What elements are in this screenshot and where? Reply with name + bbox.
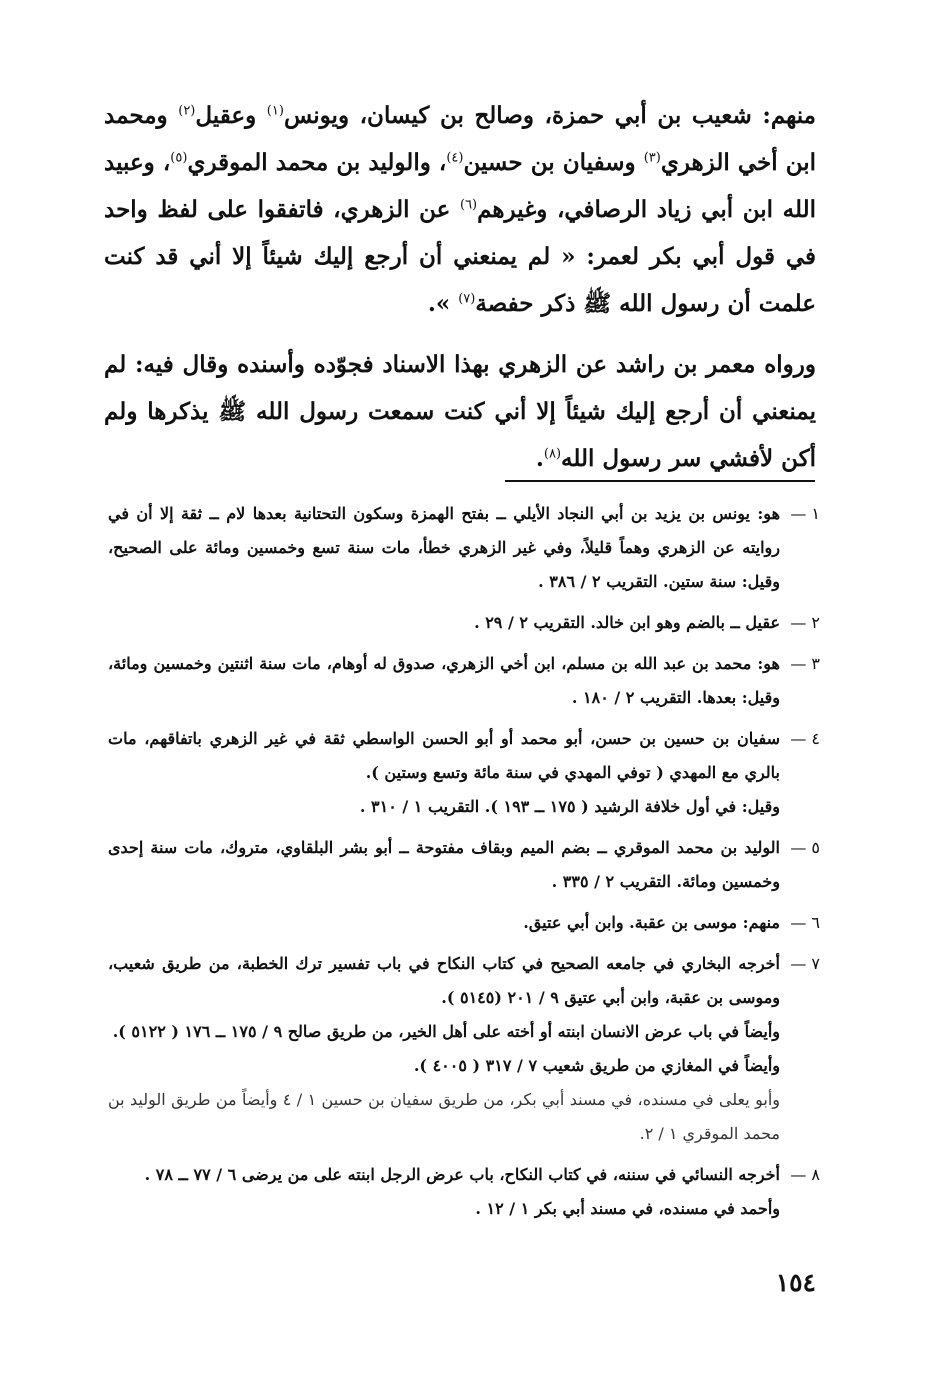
paragraph-mamar-narration [104,341,816,482]
footnote-ref: (٢) [178,103,196,119]
footnote-ref: (٦) [459,197,478,213]
footnote-number: ٢ — [790,613,820,632]
page-number: ١٥٤ [775,1268,816,1297]
footnote-1 [108,497,820,599]
text-run: عن الزهري، فاتفقوا على لفظ واحد في قول أبي بكر لعمر: « لم يمنعني أن أرجع إليك شيئاً إلا أني قد كنت علمت أن رسول الله ﷺ ذكر حفصة [104,196,816,317]
text-run: ومحمد ابن أخي الزهري [104,102,816,176]
paragraph-narrators [104,92,816,327]
footnote-ref: (١) [266,103,284,119]
footnote-text: وأيضاً في المغازي من طريق شعيب ٧ / ٣١٧ ( ٤٠٠٥ ). [413,1056,780,1075]
footnote-ref: (٨) [543,446,562,462]
text-run: ورواه معمر بن راشد عن الزهري بهذا الاسناد فجوّده وأسنده وقال فيه: لم يمنعني أن أرجع إليك شيئاً إلا أني كنت سمعت رسول الله ﷺ يذكرها ولم أكن لأفشي سر رسول الله [104,351,816,472]
footnote-text: أخرجه البخاري في جامعه الصحيح في كتاب النكاح في باب تفسير ترك الخطبة، من طريق شعيب، وموسى بن عقبة، وابن أبي عتيق ٩ / ٢٠١ (٥١٤٥ ). [108,954,780,1007]
footnote-number: ٧ — [790,954,820,973]
text-run: وعقيل [195,102,267,129]
footnote-text-added: وأبو يعلى في مسنده، في مسند أبي بكر، من طريق سفيان بن حسين ١ / ٤ وأيضاً من طريق الوليد بن محمد الموقري ١ / ٢. [108,1090,781,1143]
text-run: منهم: شعيب بن أبي حمزة، وصالح بن كيسان، ويونس [283,102,816,129]
footnote-number: ٥ — [790,838,820,857]
footnote-ref: (٥) [170,150,188,166]
footnote-number: ٣ — [790,654,820,673]
footnote-number: ١ — [790,504,820,523]
footnote-6 [108,906,820,940]
footnote-text: منهم: موسى بن عقبة. وابن أبي عتيق. [523,913,780,932]
footnote-text: سفيان بن حسين بن حسن، أبو محمد أو أبو الحسن الواسطي ثقة في غير الزهري باتفاقهم، مات بالري مع المهدي ( توفي المهدي في سنة مائة وتسع وستين ). [108,729,780,782]
text-run: ». [427,290,459,317]
text-run: وسفيان بن حسين [463,149,644,176]
text-run: ، وعبيد الله ابن أبي زياد الرصافي، وغيرهم [104,149,816,223]
footnote-8 [108,1158,820,1226]
footnote-3 [108,647,820,715]
footnote-text: الوليد بن محمد الموقري ــ بضم الميم وبقاف مفتوحة ــ أبو بشر البلقاوي، متروك، مات سنة إحدى وخمسين ومائة. التقريب ٢ / ٣٣٥ . [108,838,780,891]
footnote-text: عقيل ــ بالضم وهو ابن خالد. التقريب ٢ / ٢٩ . [474,613,780,632]
footnote-ref: (٤) [446,150,464,166]
footnote-7 [108,947,820,1151]
footnote-text: أخرجه النسائي في سننه، في كتاب النكاح، باب عرض الرجل ابنته على من يرضى ٦ / ٧٧ ــ ٧٨ . [144,1165,780,1184]
main-text [104,92,816,482]
footnote-text: وأيضاً في باب عرض الانسان ابنته أو أخته على أهل الخير، من طريق صالح ٩ / ١٧٥ ــ ١٧٦ ( ٥١٢٢ ). [112,1022,780,1041]
footnote-text: وأحمد في مسنده، في مسند أبي بكر ١ / ١٢ . [475,1199,780,1218]
footnote-4 [108,722,820,824]
footnote-text: هو: يونس بن يزيد بن أبي النجاد الأيلي ــ بفتح الهمزة وسكون التحتانية بعدها لام ــ ثقة إلا أن في روايته عن الزهري وهماً قليلاً، وفي غير الزهري خطأ، مات سنة تسع وخمسين ومائة على الصحيح، وقيل: سنة ستين. التقريب ٢ / ٣٨٦ . [108,504,781,591]
footnote-ref: (٧) [458,291,476,307]
footnote-number: ٤ — [790,729,820,748]
footnotes [108,497,820,1233]
footnote-5 [108,831,820,899]
footnote-number: ٨ — [790,1165,820,1184]
text-run: ، والوليد بن محمد الموقري [187,149,447,176]
text-run: . [535,445,544,472]
footnote-2 [108,606,820,640]
footnote-divider [505,480,815,482]
footnote-text: هو: محمد بن عبد الله بن مسلم، ابن أخي الزهري، صدوق له أوهام، مات سنة اثنتين وخمسين ومائة، وقيل: بعدها. التقريب ٢ / ١٨٠ . [108,654,780,707]
footnote-text: وقيل: في أول خلافة الرشيد ( ١٧٥ ــ ١٩٣ ). التقريب ١ / ٣١٠ . [359,797,780,816]
footnote-ref: (٣) [643,150,661,166]
footnote-number: ٦ — [790,913,820,932]
